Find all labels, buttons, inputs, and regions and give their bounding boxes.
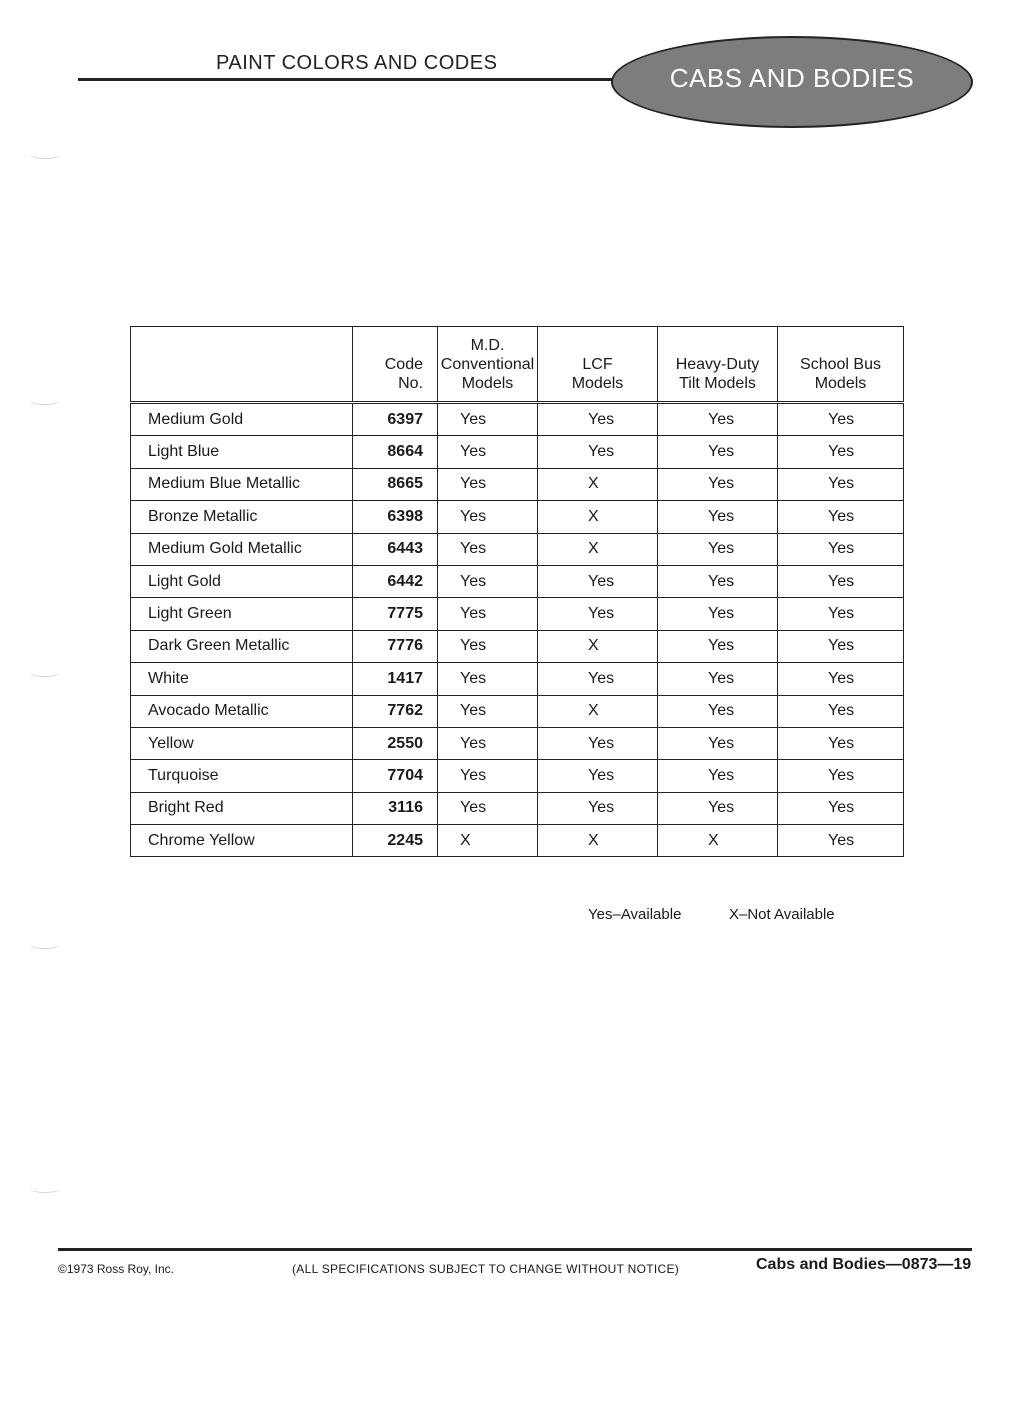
paint-colors-table — [130, 326, 904, 857]
lcf-cell: X — [538, 825, 658, 857]
color-name-cell: Medium Gold Metallic — [131, 533, 353, 565]
heavy-duty-tilt-cell: Yes — [658, 630, 778, 662]
school-bus-cell: Yes — [778, 792, 904, 824]
heavy-duty-tilt-cell: X — [658, 825, 778, 857]
lcf-cell: Yes — [538, 792, 658, 824]
code-cell: 6442 — [353, 565, 438, 597]
code-cell: 6398 — [353, 501, 438, 533]
md-conventional-cell: Yes — [438, 436, 538, 468]
table-row — [131, 727, 904, 759]
table-row — [131, 565, 904, 597]
table-row — [131, 598, 904, 630]
color-name-cell: Dark Green Metallic — [131, 630, 353, 662]
footer-rule — [58, 1248, 972, 1251]
md-conventional-cell: Yes — [438, 792, 538, 824]
color-name-cell: Light Gold — [131, 565, 353, 597]
footer-notice: (ALL SPECIFICATIONS SUBJECT TO CHANGE WITHOUT NOTICE) — [292, 1262, 680, 1276]
school-bus-cell: Yes — [778, 436, 904, 468]
md-conventional-cell: X — [438, 825, 538, 857]
code-cell: 2245 — [353, 825, 438, 857]
lcf-cell: X — [538, 695, 658, 727]
color-name-cell: Bronze Metallic — [131, 501, 353, 533]
school-bus-cell: Yes — [778, 727, 904, 759]
table-row — [131, 403, 904, 436]
code-cell: 7775 — [353, 598, 438, 630]
heavy-duty-tilt-header: Heavy-Duty Tilt Models — [658, 327, 778, 403]
color-name-cell: Medium Blue Metallic — [131, 468, 353, 500]
heavy-duty-tilt-cell: Yes — [658, 663, 778, 695]
color-name-cell: Turquoise — [131, 760, 353, 792]
code-cell: 6443 — [353, 533, 438, 565]
md-conventional-cell: Yes — [438, 468, 538, 500]
color-name-cell: Yellow — [131, 727, 353, 759]
table-row — [131, 695, 904, 727]
heavy-duty-tilt-cell: Yes — [658, 792, 778, 824]
school-bus-cell: Yes — [778, 468, 904, 500]
md-conventional-cell: Yes — [438, 760, 538, 792]
lcf-cell: Yes — [538, 403, 658, 436]
md-conventional-cell: Yes — [438, 403, 538, 436]
md-conventional-cell: Yes — [438, 630, 538, 662]
margin-mark — [30, 150, 60, 159]
page-header-title: PAINT COLORS AND CODES — [216, 52, 498, 74]
school-bus-cell: Yes — [778, 565, 904, 597]
table-row — [131, 468, 904, 500]
heavy-duty-tilt-cell: Yes — [658, 565, 778, 597]
table-row — [131, 533, 904, 565]
code-cell: 6397 — [353, 403, 438, 436]
heavy-duty-tilt-cell: Yes — [658, 760, 778, 792]
lcf-cell: Yes — [538, 727, 658, 759]
heavy-duty-tilt-cell: Yes — [658, 598, 778, 630]
md-conventional-cell: Yes — [438, 727, 538, 759]
school-bus-cell: Yes — [778, 695, 904, 727]
heavy-duty-tilt-cell: Yes — [658, 727, 778, 759]
lcf-cell: Yes — [538, 760, 658, 792]
lcf-cell: Yes — [538, 565, 658, 597]
lcf-header: LCF Models — [538, 327, 658, 403]
lcf-cell: X — [538, 468, 658, 500]
color-name-cell: Chrome Yellow — [131, 825, 353, 857]
school-bus-cell: Yes — [778, 533, 904, 565]
md-conventional-cell: Yes — [438, 501, 538, 533]
lcf-cell: Yes — [538, 598, 658, 630]
table-row — [131, 792, 904, 824]
md-conventional-cell: Yes — [438, 598, 538, 630]
heavy-duty-tilt-cell: Yes — [658, 436, 778, 468]
code-cell: 2550 — [353, 727, 438, 759]
section-tab-label: CABS AND BODIES — [669, 62, 915, 93]
table-row — [131, 760, 904, 792]
school-bus-cell: Yes — [778, 760, 904, 792]
table-row — [131, 436, 904, 468]
school-bus-cell: Yes — [778, 825, 904, 857]
margin-mark — [30, 940, 60, 949]
table-row — [131, 663, 904, 695]
color-name-header — [131, 327, 353, 403]
school-bus-header: School Bus Models — [778, 327, 904, 403]
code-cell: 7704 — [353, 760, 438, 792]
color-name-cell: Medium Gold — [131, 403, 353, 436]
lcf-cell: X — [538, 630, 658, 662]
margin-mark — [30, 1184, 60, 1193]
md-conventional-cell: Yes — [438, 663, 538, 695]
color-name-cell: Avocado Metallic — [131, 695, 353, 727]
heavy-duty-tilt-cell: Yes — [658, 501, 778, 533]
code-cell: 1417 — [353, 663, 438, 695]
table-row — [131, 501, 904, 533]
footer-copyright: ©1973 Ross Roy, Inc. — [58, 1262, 175, 1276]
header-rule — [78, 78, 638, 81]
code-cell: 8665 — [353, 468, 438, 500]
margin-mark — [30, 396, 60, 405]
color-name-cell: Light Green — [131, 598, 353, 630]
table-header-row — [131, 327, 904, 403]
color-name-cell: Light Blue — [131, 436, 353, 468]
legend-x: X–Not Available — [729, 906, 835, 923]
school-bus-cell: Yes — [778, 630, 904, 662]
color-name-cell: Bright Red — [131, 792, 353, 824]
heavy-duty-tilt-cell: Yes — [658, 403, 778, 436]
md-conventional-cell: Yes — [438, 565, 538, 597]
heavy-duty-tilt-cell: Yes — [658, 468, 778, 500]
margin-mark — [30, 668, 60, 677]
lcf-cell: Yes — [538, 663, 658, 695]
code-header: Code No. — [353, 327, 438, 403]
heavy-duty-tilt-cell: Yes — [658, 533, 778, 565]
lcf-cell: X — [538, 501, 658, 533]
section-tab — [611, 36, 973, 128]
code-cell: 3116 — [353, 792, 438, 824]
legend-yes: Yes–Available — [588, 906, 682, 923]
lcf-cell: X — [538, 533, 658, 565]
table-row — [131, 825, 904, 857]
md-conventional-cell: Yes — [438, 695, 538, 727]
footer-page-ref: Cabs and Bodies—0873—19 — [756, 1256, 972, 1273]
table-body — [131, 403, 904, 857]
heavy-duty-tilt-cell: Yes — [658, 695, 778, 727]
code-cell: 7776 — [353, 630, 438, 662]
code-cell: 8664 — [353, 436, 438, 468]
color-name-cell: White — [131, 663, 353, 695]
school-bus-cell: Yes — [778, 663, 904, 695]
lcf-cell: Yes — [538, 436, 658, 468]
md-conventional-header: M.D. Conventional Models — [438, 327, 538, 403]
code-cell: 7762 — [353, 695, 438, 727]
school-bus-cell: Yes — [778, 598, 904, 630]
md-conventional-cell: Yes — [438, 533, 538, 565]
table-row — [131, 630, 904, 662]
school-bus-cell: Yes — [778, 501, 904, 533]
school-bus-cell: Yes — [778, 403, 904, 436]
